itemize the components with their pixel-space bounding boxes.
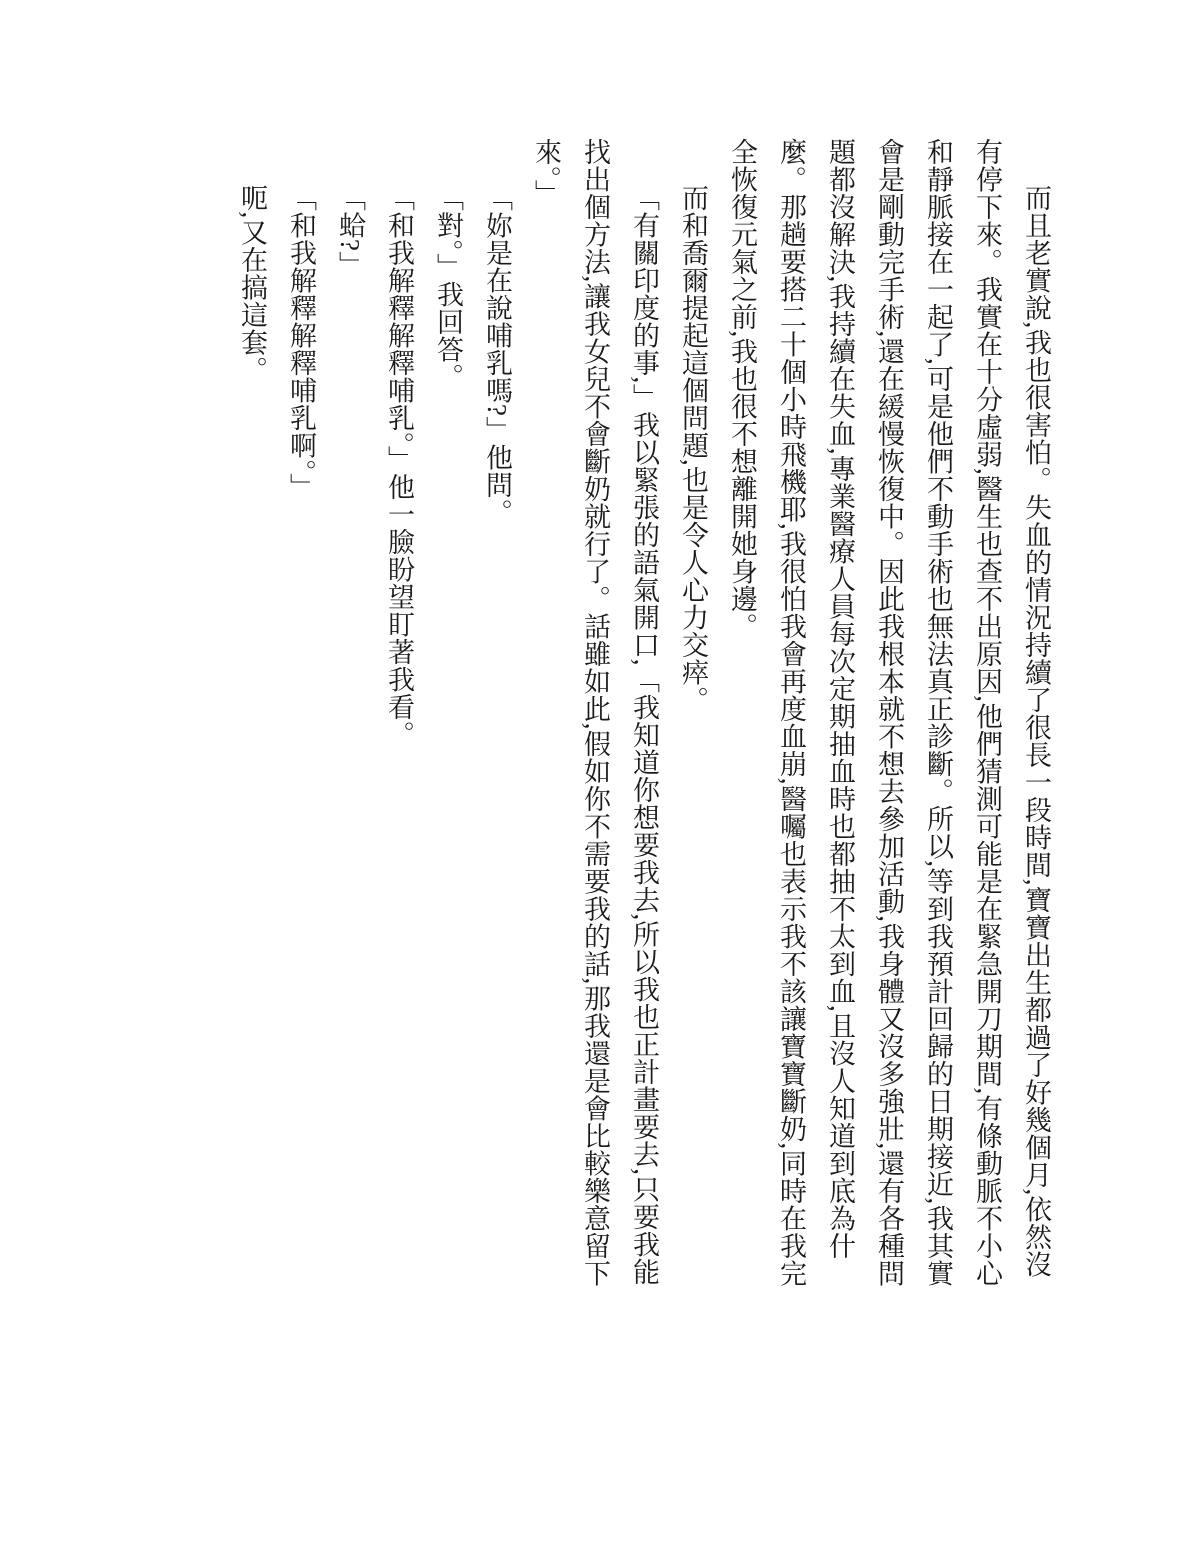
paragraph: 「和我解釋解釋哺乳啊。」 bbox=[286, 183, 316, 501]
paragraph: 「妳是在說哺乳嗎?」他問。 bbox=[482, 183, 512, 527]
vertical-text-block bbox=[227, 138, 1060, 1302]
paragraph: 「有關印度的事,」我以緊張的語氣開口,「我知道你想要我去,所以我也正計畫要去,只要我能找出個方法,讓我女兒不會斷奶就行了。話雖如此,假如你不需要我的話,那我還是會比較樂意留下來。」 bbox=[531, 138, 659, 1288]
paragraph: 「和我解釋解釋哺乳。」他一臉盼望盯著我看。 bbox=[384, 183, 414, 748]
paragraph: 呃,又在搞這套。 bbox=[237, 183, 267, 384]
paragraph: 而且老實說,我也很害怕。失血的情況持續了很長一段時間,寶寶出生都過了好幾個月,依然沒有停下來。我實在十分虛弱,醫生也查不出原因,他們猜測可能是在緊急開刀期間,有條動脈不小心和靜脈接在一起了,可是他們不動手術也無法真正診斷。所以,等到我預計回歸的日期接近,我其實會是剛動完手術,還在緩慢恢復中。因此我根本就不想去參加活動,我身體又沒多強壯,還有各種問題都沒解決,我持續在失血,專業醫療人員每次定期抽血時也都抽不太到血,且沒人知道到底為什麼。那趟要搭二十個小時飛機耶,我很怕我會再度血崩,醫囑也表示我不該讓寶寶斷奶,同時在我完全恢復元氣之前,我也很不想離開她身邊。 bbox=[727, 138, 1051, 1288]
paragraph: 「對。」我回答。 bbox=[433, 183, 463, 391]
paragraph: 而和喬爾提起這個問題,也是令人心力交瘁。 bbox=[678, 183, 708, 714]
paragraph: 「蛤?」 bbox=[335, 183, 365, 279]
